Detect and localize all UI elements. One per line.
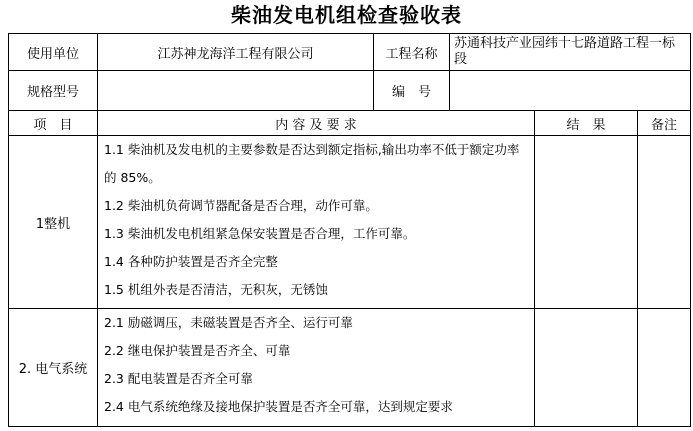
column-header-content: 内 容 及 要 求 [98, 111, 535, 136]
project-label: 工程名称 [374, 34, 450, 71]
section-row-electrical-system [9, 309, 691, 427]
requirements-cell [98, 309, 535, 427]
remark-cell [638, 309, 691, 427]
inspection-table [8, 33, 691, 427]
section-label: 1整机 [9, 136, 98, 309]
section-label: 2. 电气系统 [9, 309, 98, 427]
requirement-item: 1.1 柴油机及发电机的主要参数是否达到额定指标,输出功率不低于额定功率的 85%。 [104, 142, 520, 185]
column-header-result: 结 果 [535, 111, 638, 136]
remark-cell [638, 136, 691, 309]
requirement-item: 1.3 柴油机发电机组紧急保安装置是否合理，工作可靠。 [104, 226, 416, 241]
result-cell [535, 309, 638, 427]
model-value [98, 71, 374, 111]
requirement-item: 1.5 机组外表是否清洁，无积灰，无锈蚀 [104, 282, 328, 297]
section-row-complete-machine [9, 136, 691, 309]
project-value: 苏通科技产业园纬十七路道路工程一标段 [450, 34, 691, 71]
header-row-unit [9, 34, 691, 71]
unit-value: 江苏神龙海洋工程有限公司 [98, 34, 374, 71]
number-label: 编 号 [374, 71, 450, 111]
model-label: 规格型号 [9, 71, 98, 111]
requirement-item: 1.4 各种防护装置是否齐全完整 [104, 254, 278, 269]
requirement-item: 2.2 继电保护装置是否齐全、可靠 [104, 343, 291, 358]
result-cell [535, 136, 638, 309]
requirement-item: 2.1 励磁调压，耒磁装置是否齐全、运行可靠 [104, 315, 353, 330]
column-header-item: 项 目 [9, 111, 98, 136]
unit-label: 使用单位 [9, 34, 98, 71]
requirement-item: 2.4 电气系统绝缘及接地保护装置是否齐全可靠，达到规定要求 [104, 399, 453, 414]
number-value [450, 71, 691, 111]
form-title: 柴油发电机组检查验收表 [231, 3, 462, 27]
requirement-item: 2.3 配电装置是否齐全可靠 [104, 371, 253, 386]
requirement-item: 1.2 柴油机负荷调节器配备是否合理，动作可靠。 [104, 198, 378, 213]
column-header-remark: 备注 [638, 111, 691, 136]
header-row-model [9, 71, 691, 111]
column-header-row [9, 111, 691, 136]
requirements-cell [98, 136, 535, 309]
